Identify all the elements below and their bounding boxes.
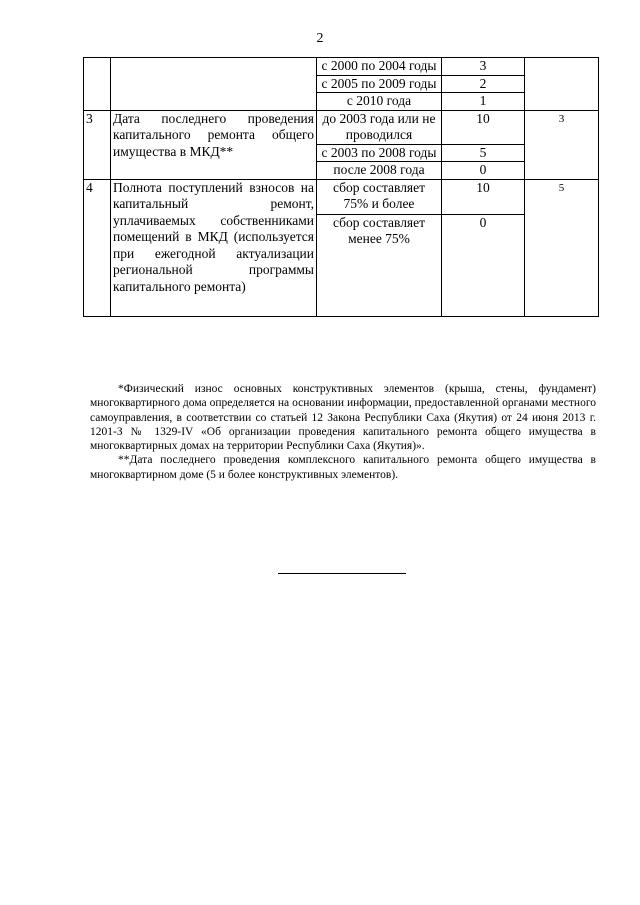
footnote-repair-date: **Дата последнего проведения комплексного капитального ремонта общего имущества в многоквартирном доме (5 и более конструктивных элементов). xyxy=(90,454,596,481)
condition-cell: с 2010 года xyxy=(317,93,442,111)
score-cell: 5 xyxy=(442,144,525,162)
criterion-cell xyxy=(111,58,317,111)
condition-cell: после 2008 года xyxy=(317,162,442,180)
condition-cell: сбор составляет 75% и более xyxy=(317,179,442,214)
condition-cell: сбор составляет менее 75% xyxy=(317,214,442,316)
condition-cell: с 2000 по 2004 годы xyxy=(317,58,442,76)
score-cell: 2 xyxy=(442,75,525,93)
score-cell: 10 xyxy=(442,110,525,144)
page-number: 2 xyxy=(316,31,324,46)
row-number xyxy=(84,58,111,111)
criteria-table xyxy=(83,57,599,317)
table-row xyxy=(84,110,599,144)
weight-cell xyxy=(525,58,599,111)
footnotes xyxy=(90,382,596,482)
score-cell: 1 xyxy=(442,93,525,111)
score-cell: 3 xyxy=(442,58,525,76)
table-row xyxy=(84,58,599,76)
weight-cell: 5 xyxy=(525,179,599,316)
score-cell: 10 xyxy=(442,179,525,214)
condition-cell: с 2003 по 2008 годы xyxy=(317,144,442,162)
condition-cell: до 2003 года или не проводился xyxy=(317,110,442,144)
score-cell: 0 xyxy=(442,162,525,180)
criterion-cell: Дата последнего проведения капитального ремонта общего имущества в МКД** xyxy=(111,110,317,179)
score-cell: 0 xyxy=(442,214,525,316)
footnote-physical-wear: *Физический износ основных конструктивных элементов (крыша, стены, фундамент) многоквартирного дома определяется на основании информации, предоставленной органами местного самоуправления, в соответствии со статьей 12 Закона Республики Саха (Якутия) от 24 июня 2013 г. 1201-З № 1329-IV «Об организации проведения капитального ремонта общего имущества в многоквартирных домах на территории Республики Саха (Якутия)». xyxy=(90,383,596,453)
row-number: 3 xyxy=(84,110,111,179)
weight-cell: 3 xyxy=(525,110,599,179)
criterion-cell: Полнота поступлений взносов на капитальный ремонт, уплачиваемых собственниками помещений в МКД (используется при ежегодной актуализации региональной программы капитального ремонта) xyxy=(111,179,317,316)
condition-cell: с 2005 по 2009 годы xyxy=(317,75,442,93)
separator-line xyxy=(278,573,406,574)
row-number: 4 xyxy=(84,179,111,316)
table-row xyxy=(84,179,599,214)
